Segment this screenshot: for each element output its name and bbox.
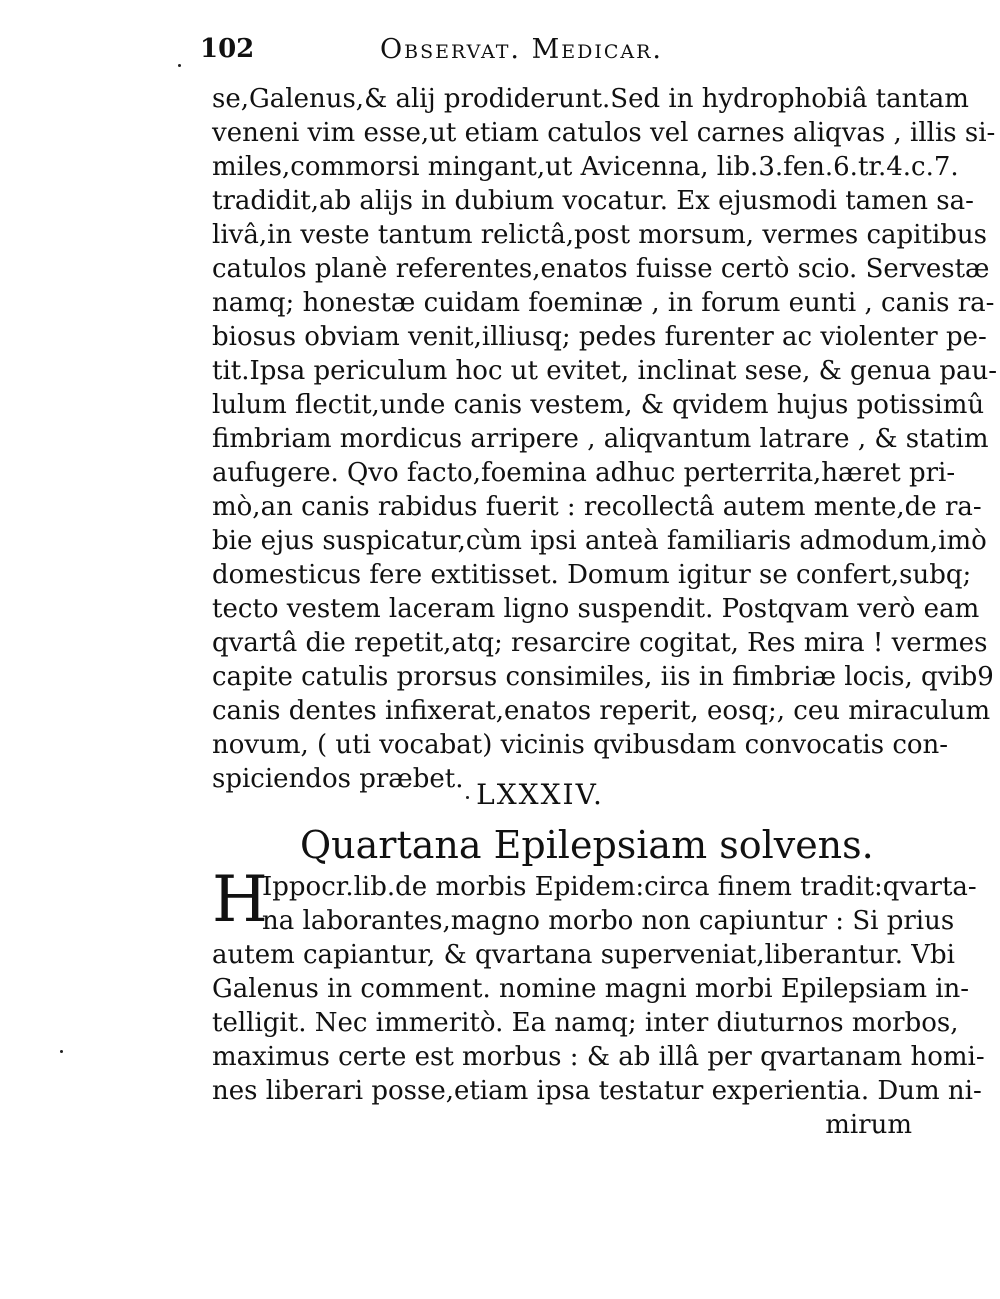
- section-number: LXXXIV.: [476, 778, 604, 811]
- catchword: mirum: [825, 1110, 912, 1140]
- text-line: livâ,in veste tantum relictâ,post morsum, vermes capitibus: [212, 220, 987, 250]
- page-number: 102: [200, 34, 255, 64]
- running-head: [200, 34, 760, 74]
- text-line: tradidit,ab alijs in dubium vocatur. Ex ejusmodi tamen sa-: [212, 186, 974, 216]
- text-line: Galenus in comment. nomine magni morbi Epilepsiam in-: [212, 974, 970, 1004]
- text-line: canis dentes infixerat,enatos reperit, eosq;, ceu miraculum: [212, 696, 991, 726]
- text-line: se,Galenus,& alij prodiderunt.Sed in hydrophobiâ tantam: [212, 84, 969, 114]
- text-line: autem capiantur, & qvartana superveniat,liberantur. Vbi: [212, 940, 955, 970]
- text-line: novum, ( uti vocabat) vicinis qvibusdam convocatis con-: [212, 730, 949, 760]
- ink-speck: [178, 64, 181, 67]
- text-line: catulos planè referentes,enatos fuisse certò scio. Servestæ: [212, 254, 990, 284]
- running-title: Observat. Medicar.: [380, 34, 663, 65]
- text-line: fimbriam mordicus arripere , aliqvantum latrare , & statim: [212, 424, 989, 454]
- ink-speck: [466, 796, 469, 799]
- text-line: spiciendos præbet.: [212, 764, 464, 794]
- text-line: biosus obviam venit,illiusq; pedes furenter ac violenter pe-: [212, 322, 987, 352]
- text-line: mò,an canis rabidus fuerit : recollectâ autem mente,de ra-: [212, 492, 982, 522]
- text-line: tit.Ipsa periculum hoc ut evitet, inclinat sese, & genua pau-: [212, 356, 998, 386]
- text-line: na laborantes,magno morbo non capiuntur : Si prius: [262, 906, 955, 936]
- ink-speck: [60, 1050, 63, 1053]
- text-line: veneni vim esse,ut etiam catulos vel carnes aliqvas , illis si-: [212, 118, 996, 148]
- text-line: bie ejus suspicatur,cùm ipsi anteà familiaris admodum,imò: [212, 526, 987, 556]
- drop-cap-initial: H: [212, 863, 268, 937]
- text-line: Ippocr.lib.de morbis Epidem:circa finem tradit:qvarta-: [262, 872, 977, 902]
- text-line: aufugere. Qvo facto,foemina adhuc perterrita,hæret pri-: [212, 458, 956, 488]
- text-line: miles,commorsi mingant,ut Avicenna, lib.3.fen.6.tr.4.c.7.: [212, 152, 959, 182]
- text-line: capite catulis prorsus consimiles, iis in fimbriæ locis, qvib9: [212, 662, 994, 692]
- text-line: nes liberari posse,etiam ipsa testatur experientia. Dum ni-: [212, 1076, 982, 1106]
- text-line: tecto vestem laceram ligno suspendit. Postqvam verò eam: [212, 594, 980, 624]
- text-line: maximus certe est morbus : & ab illâ per qvartanam homi-: [212, 1042, 985, 1072]
- section-title: Quartana Epilepsiam solvens.: [300, 823, 874, 867]
- text-line: domesticus fere extitisset. Domum igitur se confert,subq;: [212, 560, 972, 590]
- text-line: namq; honestæ cuidam foeminæ , in forum eunti , canis ra-: [212, 288, 995, 318]
- text-line: lulum flectit,unde canis vestem, & qvidem hujus potissimû: [212, 390, 985, 420]
- text-line: qvartâ die repetit,atq; resarcire cogitat, Res mira ! vermes: [212, 628, 988, 658]
- text-line: telligit. Nec immeritò. Ea namq; inter diuturnos morbos,: [212, 1008, 959, 1038]
